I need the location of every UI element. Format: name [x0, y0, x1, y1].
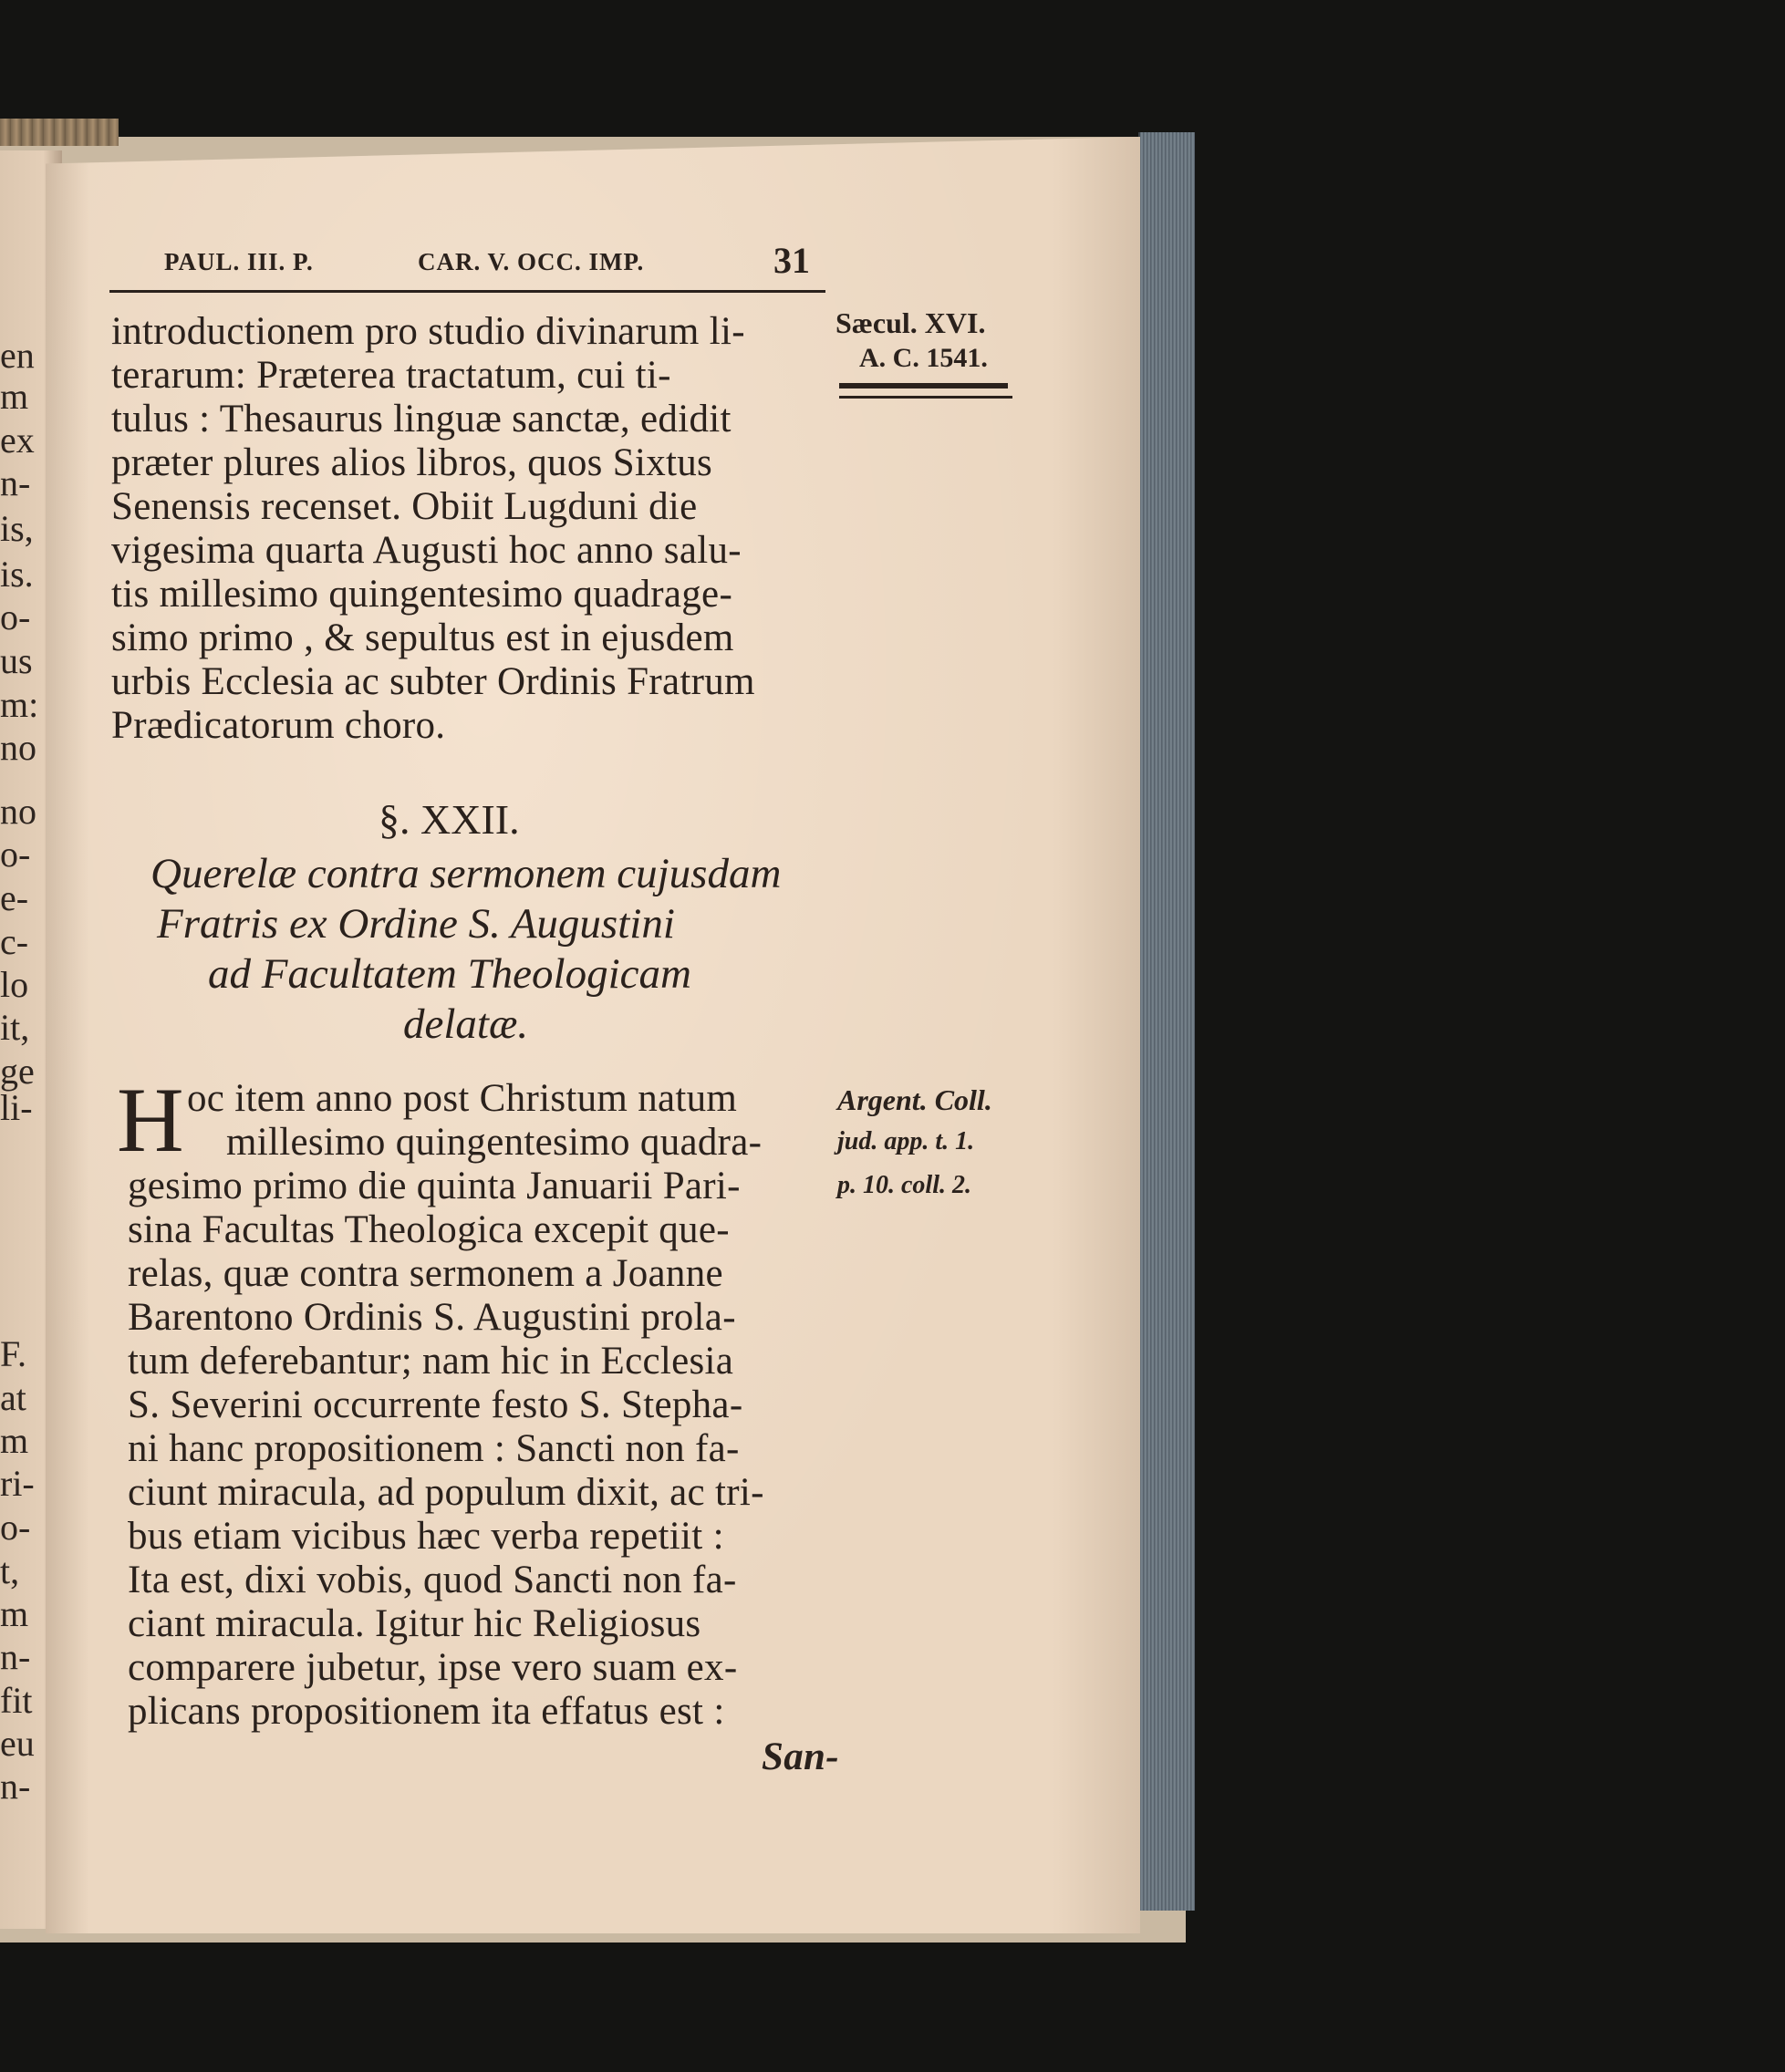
- page-number: 31: [773, 240, 810, 281]
- left-fragment: lo: [0, 964, 29, 1005]
- margin-source-line: jud. app. t. 1.: [837, 1127, 975, 1155]
- left-fragment: ge: [0, 1051, 35, 1092]
- catchword: San-: [762, 1735, 839, 1778]
- body-line: Barentono Ordinis S. Augustini prola-: [128, 1296, 736, 1339]
- running-head-center: CAR. V. OCC. IMP.: [418, 248, 645, 275]
- section-title-line: delatæ.: [403, 1000, 529, 1048]
- body-line: tulus : Thesaurus linguæ sanctæ, edidit: [111, 398, 732, 440]
- left-fragment: is,: [0, 508, 34, 549]
- body-line: Senensis recenset. Obiit Lugduni die: [111, 485, 698, 528]
- body-line: Ita est, dixi vobis, quod Sancti non fa-: [128, 1559, 737, 1601]
- left-fragment: o-: [0, 834, 31, 875]
- section-title-line: ad Facultatem Theologicam: [208, 950, 691, 998]
- body-line: terarum: Præterea tractatum, cui ti-: [111, 354, 671, 397]
- body-line: comparere jubetur, ipse vero suam ex-: [128, 1646, 738, 1689]
- left-fragment: fit: [0, 1680, 33, 1721]
- left-fragment: e-: [0, 877, 29, 918]
- left-fragment: en: [0, 335, 35, 376]
- left-fragment: m: [0, 1420, 29, 1461]
- left-fragment: us: [0, 640, 33, 681]
- left-fragment: is.: [0, 554, 34, 595]
- left-fragment: m: [0, 376, 29, 417]
- section-title-line: Querelæ contra sermonem cujusdam: [150, 850, 782, 897]
- left-fragment: t,: [0, 1550, 20, 1591]
- left-fragment: o-: [0, 1507, 31, 1548]
- left-fragment: no: [0, 727, 36, 768]
- body-line: relas, quæ contra sermonem a Joanne: [128, 1252, 723, 1295]
- body-line: vigesima quarta Augusti hoc anno salu-: [111, 529, 742, 572]
- left-fragment: at: [0, 1377, 26, 1418]
- body-line: ciant miracula. Igitur hic Religiosus: [128, 1602, 701, 1645]
- margin-rule: [839, 383, 1008, 388]
- left-fragment: li-: [0, 1087, 33, 1128]
- body-line: ni hanc propositionem : Sancti non fa-: [128, 1427, 740, 1470]
- left-fragment: it,: [0, 1007, 30, 1048]
- body-line: plicans propositionem ita effatus est :: [128, 1690, 725, 1733]
- margin-rule: [839, 396, 1012, 399]
- body-line: tis millesimo quingentesimo quadrage-: [111, 573, 733, 616]
- body-line: oc item anno post Christum natum: [187, 1077, 738, 1120]
- margin-source-line: p. 10. coll. 2.: [837, 1171, 971, 1199]
- body-line: sina Facultas Theologica excepit que-: [128, 1208, 730, 1251]
- running-head-left: PAUL. III. P.: [164, 248, 314, 275]
- body-line: millesimo quingentesimo quadra-: [226, 1121, 763, 1164]
- left-fragment: F.: [0, 1333, 27, 1374]
- left-fragment: eu: [0, 1723, 35, 1764]
- drop-cap: H: [117, 1069, 184, 1172]
- left-fragment: ri-: [0, 1463, 35, 1504]
- page-block-edge: [1138, 132, 1195, 1911]
- body-line: ciunt miracula, ad populum dixit, ac tri-: [128, 1471, 764, 1514]
- header-rule: [109, 290, 825, 293]
- body-line: præter plures alios libros, quos Sixtus: [111, 441, 713, 484]
- body-line: tum deferebantur; nam hic in Ecclesia: [128, 1340, 734, 1383]
- left-fragment: m:: [0, 684, 39, 725]
- margin-century: Sæcul. XVI.: [835, 306, 986, 339]
- left-fragment: n-: [0, 1766, 31, 1807]
- section-title-line: Fratris ex Ordine S. Augustini: [157, 900, 675, 948]
- body-line: gesimo primo die quinta Januarii Pari-: [128, 1165, 741, 1207]
- left-fragment: n-: [0, 462, 31, 503]
- left-fragment: c-: [0, 921, 29, 962]
- left-fragment: o-: [0, 596, 31, 637]
- left-fragment: ex: [0, 420, 35, 461]
- body-line: introductionem pro studio divinarum li-: [111, 310, 745, 353]
- section-number: §. XXII.: [379, 796, 520, 843]
- body-line: Prædicatorum choro.: [111, 704, 446, 747]
- body-line: urbis Ecclesia ac subter Ordinis Fratrum: [111, 660, 755, 703]
- binding-cord: [0, 119, 119, 146]
- body-line: S. Severini occurrente festo S. Stepha-: [128, 1383, 743, 1426]
- margin-year: A. C. 1541.: [859, 343, 988, 373]
- left-fragment: no: [0, 791, 36, 832]
- body-line: bus etiam vicibus hæc verba repetiit :: [128, 1515, 724, 1558]
- body-line: simo primo , & sepultus est in ejusdem: [111, 616, 734, 659]
- left-fragment: m: [0, 1593, 29, 1634]
- margin-source-line: Argent. Coll.: [837, 1083, 992, 1116]
- left-fragment: n-: [0, 1636, 31, 1677]
